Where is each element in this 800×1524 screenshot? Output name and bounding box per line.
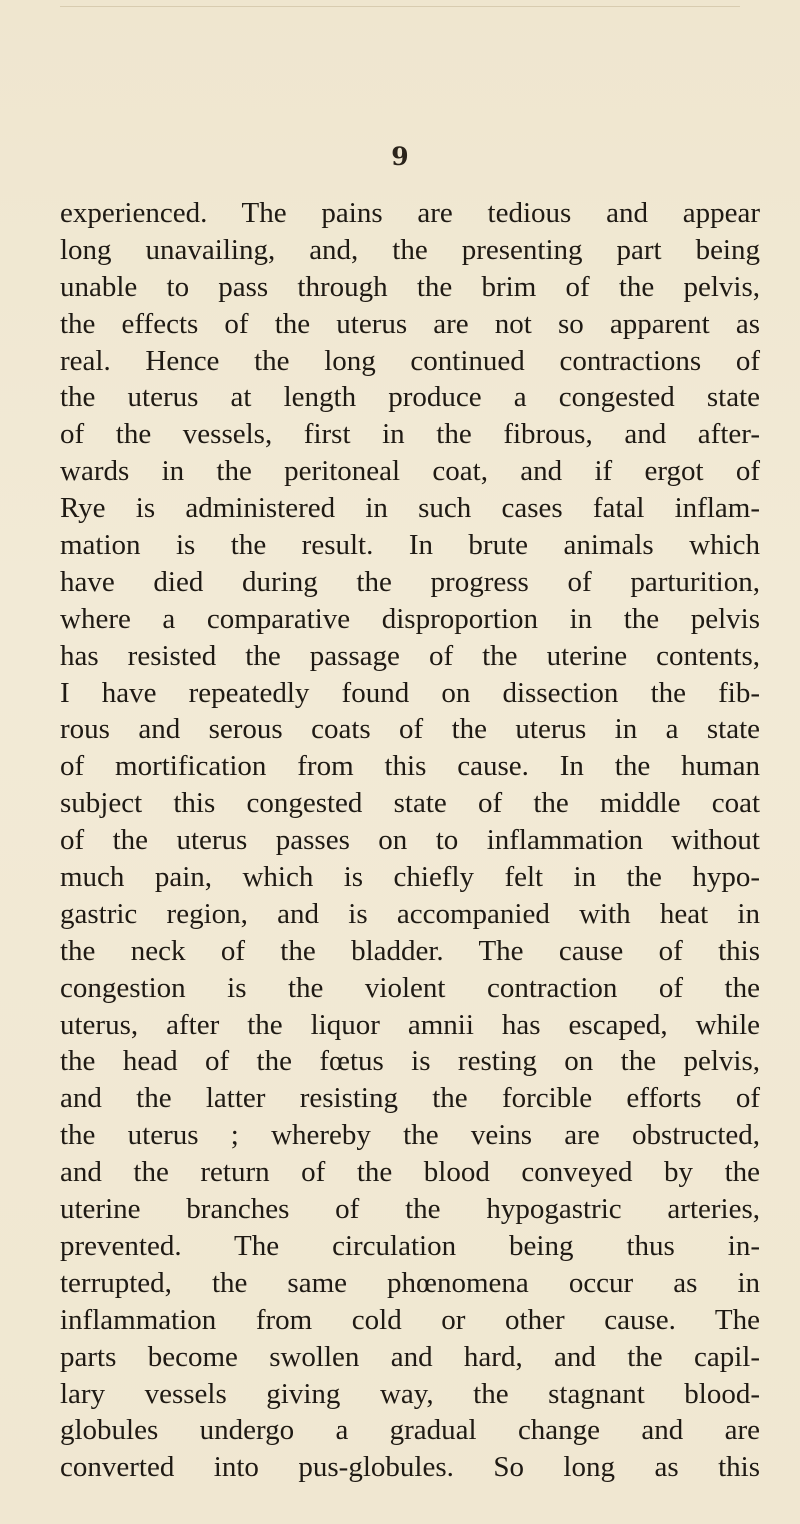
text-line: have died during the progress of parturition, bbox=[60, 565, 760, 598]
text-line: the effects of the uterus are not so apparent as bbox=[60, 307, 760, 340]
text-line: real. Hence the long continued contractions of bbox=[60, 344, 760, 377]
text-line: inflammation from cold or other cause. The bbox=[60, 1303, 760, 1336]
text-line: lary vessels giving way, the stagnant blood- bbox=[60, 1377, 760, 1410]
page-number: 9 bbox=[391, 142, 409, 171]
text-line: of the vessels, first in the fibrous, and after- bbox=[60, 418, 760, 451]
text-line: rous and serous coats of the uterus in a state bbox=[60, 713, 760, 746]
text-line: Rye is administered in such cases fatal inflam- bbox=[60, 492, 760, 525]
text-line: prevented. The circulation being thus in- bbox=[60, 1229, 760, 1262]
text-line: the head of the fœtus is resting on the pelvis, bbox=[60, 1045, 760, 1078]
text-line: parts become swollen and hard, and the capil- bbox=[60, 1340, 760, 1373]
page-top-edge bbox=[60, 0, 740, 7]
text-line: subject this congested state of the middle coat bbox=[60, 787, 760, 820]
text-line: of the uterus passes on to inflammation without bbox=[60, 824, 760, 857]
text-line: long unavailing, and, the presenting part being bbox=[60, 233, 760, 266]
text-line: globules undergo a gradual change and are bbox=[60, 1414, 760, 1447]
text-line: and the latter resisting the forcible efforts of bbox=[60, 1082, 760, 1115]
body-text bbox=[60, 195, 760, 1486]
text-line: the uterus at length produce a congested state bbox=[60, 381, 760, 414]
text-line: unable to pass through the brim of the pelvis, bbox=[60, 270, 760, 303]
text-line: of mortification from this cause. In the human bbox=[60, 750, 760, 783]
text-line: the uterus ; whereby the veins are obstructed, bbox=[60, 1119, 760, 1152]
text-line: terrupted, the same phœnomena occur as in bbox=[60, 1266, 760, 1299]
text-line: gastric region, and is accompanied with heat in bbox=[60, 897, 760, 930]
text-line: the neck of the bladder. The cause of this bbox=[60, 934, 760, 967]
text-line: much pain, which is chiefly felt in the hypo- bbox=[60, 861, 760, 894]
text-line: and the return of the blood conveyed by the bbox=[60, 1156, 760, 1189]
text-line: mation is the result. In brute animals which bbox=[60, 529, 760, 562]
text-line: has resisted the passage of the uterine contents, bbox=[60, 639, 760, 672]
text-line: experienced. The pains are tedious and appear bbox=[60, 197, 760, 229]
text-line: where a comparative disproportion in the pelvis bbox=[60, 602, 760, 635]
text-line: uterine branches of the hypogastric arteries, bbox=[60, 1193, 760, 1226]
text-line: converted into pus-globules. So long as this bbox=[60, 1451, 760, 1484]
text-line: uterus, after the liquor amnii has escaped, while bbox=[60, 1008, 760, 1041]
text-line: congestion is the violent contraction of the bbox=[60, 971, 760, 1004]
text-line: I have repeatedly found on dissection the fib- bbox=[60, 676, 760, 709]
text-line: wards in the peritoneal coat, and if ergot of bbox=[60, 455, 760, 488]
